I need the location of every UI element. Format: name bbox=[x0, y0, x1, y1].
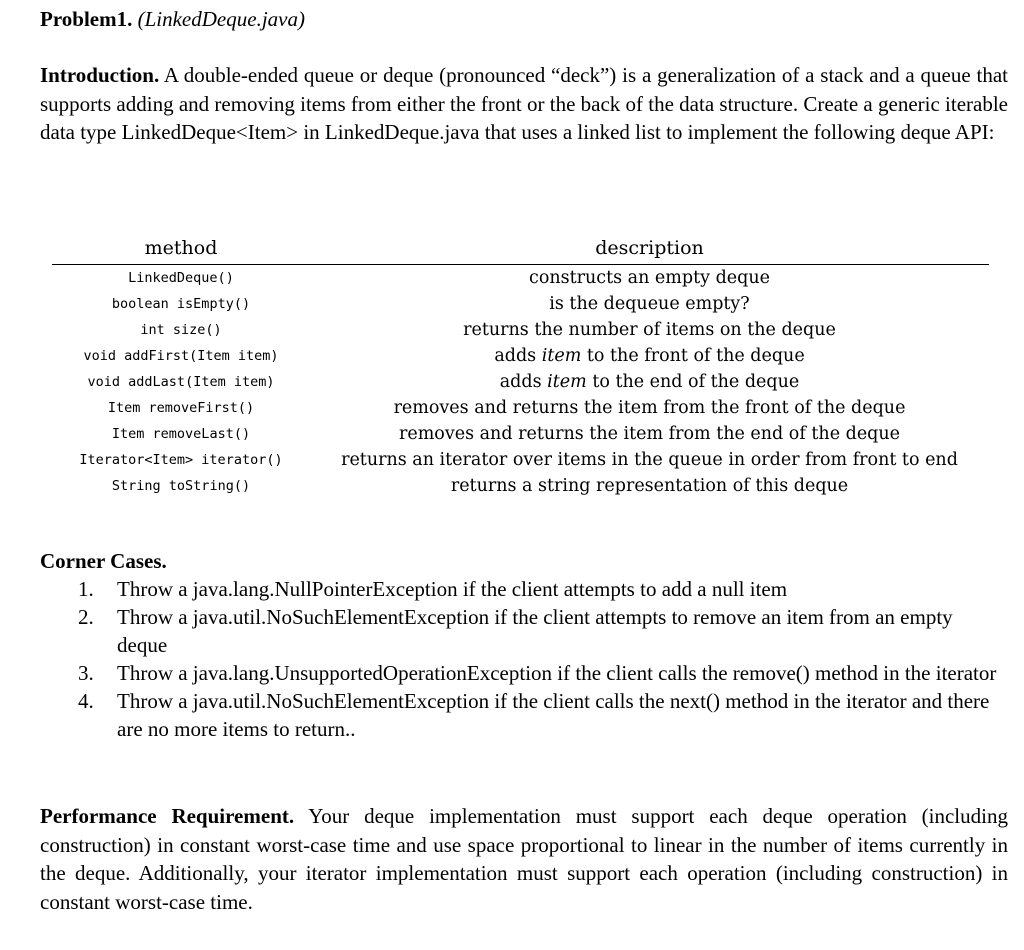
api-row bbox=[52, 343, 989, 369]
api-row bbox=[52, 369, 989, 395]
list-item bbox=[78, 575, 1008, 603]
list-item bbox=[78, 659, 1008, 687]
list-item-number: 3. bbox=[78, 661, 94, 685]
desc-pre: adds bbox=[499, 372, 542, 392]
api-description bbox=[310, 343, 989, 369]
api-description: constructs an empty deque bbox=[529, 268, 770, 288]
list-item-text: Throw a java.lang.NullPointerException if the client attempts to add a null item bbox=[117, 577, 788, 601]
method-column-header: method bbox=[144, 237, 218, 259]
api-method: Item removeFirst() bbox=[107, 400, 255, 416]
performance-text: Your deque implementation must support each deque operation (including construction) in constant worst-case time and use space proportional to linear in the number of items currently in the deque. Additionally, your iterator implementation must support each operation (including construction) in constant worst-case time. bbox=[40, 804, 1008, 914]
list-item bbox=[78, 603, 1008, 659]
api-method: boolean isEmpty() bbox=[111, 296, 251, 312]
api-method: void addLast(Item item) bbox=[87, 374, 275, 390]
description-column-header: description bbox=[595, 237, 704, 259]
api-row bbox=[52, 421, 989, 447]
api-description: is the dequeue empty? bbox=[549, 294, 750, 314]
api-row bbox=[52, 265, 989, 291]
api-row bbox=[52, 447, 989, 473]
api-method: void addFirst(Item item) bbox=[83, 348, 279, 364]
problem-title bbox=[40, 6, 305, 32]
introduction-text: A double-ended queue or deque (pronounced “deck”) is a generalization of a stack and a queue that supports adding and removing items from either the front or the back of the data structure. Create a generic iterable data type LinkedDeque<Item> in LinkedDeque.java that uses a linked list to implement the following deque API: bbox=[40, 63, 1008, 144]
list-item-text: Throw a java.lang.UnsupportedOperationException if the client calls the remove() method in the iterator bbox=[117, 661, 997, 685]
api-table-header bbox=[52, 237, 989, 265]
introduction-label: Introduction. bbox=[40, 63, 160, 87]
api-row bbox=[52, 395, 989, 421]
performance-label: Performance Requirement. bbox=[40, 804, 295, 828]
api-row bbox=[52, 291, 989, 317]
api-method: int size() bbox=[140, 322, 222, 338]
corner-cases-list bbox=[78, 575, 1008, 743]
problem-filename: (LinkedDeque.java) bbox=[137, 7, 305, 31]
desc-post: to the end of the deque bbox=[592, 372, 800, 392]
api-description: returns a string representation of this deque bbox=[450, 476, 849, 496]
api-description: removes and returns the item from the front of the deque bbox=[393, 398, 906, 418]
problem-label: Problem1. bbox=[40, 7, 133, 31]
list-item-number: 4. bbox=[78, 689, 94, 713]
list-item-text: Throw a java.util.NoSuchElementException if the client attempts to remove an item from an empty deque bbox=[117, 605, 953, 657]
api-description: returns the number of items on the deque bbox=[463, 320, 836, 340]
desc-pre: adds bbox=[494, 346, 537, 366]
corner-cases-heading: Corner Cases. bbox=[40, 549, 167, 573]
api-row bbox=[52, 317, 989, 343]
introduction-paragraph bbox=[40, 61, 1008, 147]
api-description: returns an iterator over items in the queue in order from front to end bbox=[341, 450, 958, 470]
api-row bbox=[52, 473, 989, 499]
list-item-number: 2. bbox=[78, 605, 94, 629]
api-method: LinkedDeque() bbox=[128, 270, 234, 286]
performance-paragraph bbox=[40, 802, 1008, 916]
desc-emphasis: item bbox=[547, 372, 587, 392]
api-description: removes and returns the item from the end of the deque bbox=[398, 424, 900, 444]
deque-api-table bbox=[52, 237, 989, 499]
api-description bbox=[310, 369, 989, 395]
api-method: Item removeLast() bbox=[111, 426, 251, 442]
desc-emphasis: item bbox=[541, 346, 582, 366]
api-method: Iterator<Item> iterator() bbox=[79, 452, 283, 468]
list-item bbox=[78, 687, 1008, 743]
desc-post: to the front of the deque bbox=[586, 346, 805, 366]
list-item-number: 1. bbox=[78, 577, 94, 601]
list-item-text: Throw a java.util.NoSuchElementException if the client calls the next() method in the iterator and there are no more items to return.. bbox=[117, 689, 990, 741]
api-method: String toString() bbox=[111, 478, 251, 494]
